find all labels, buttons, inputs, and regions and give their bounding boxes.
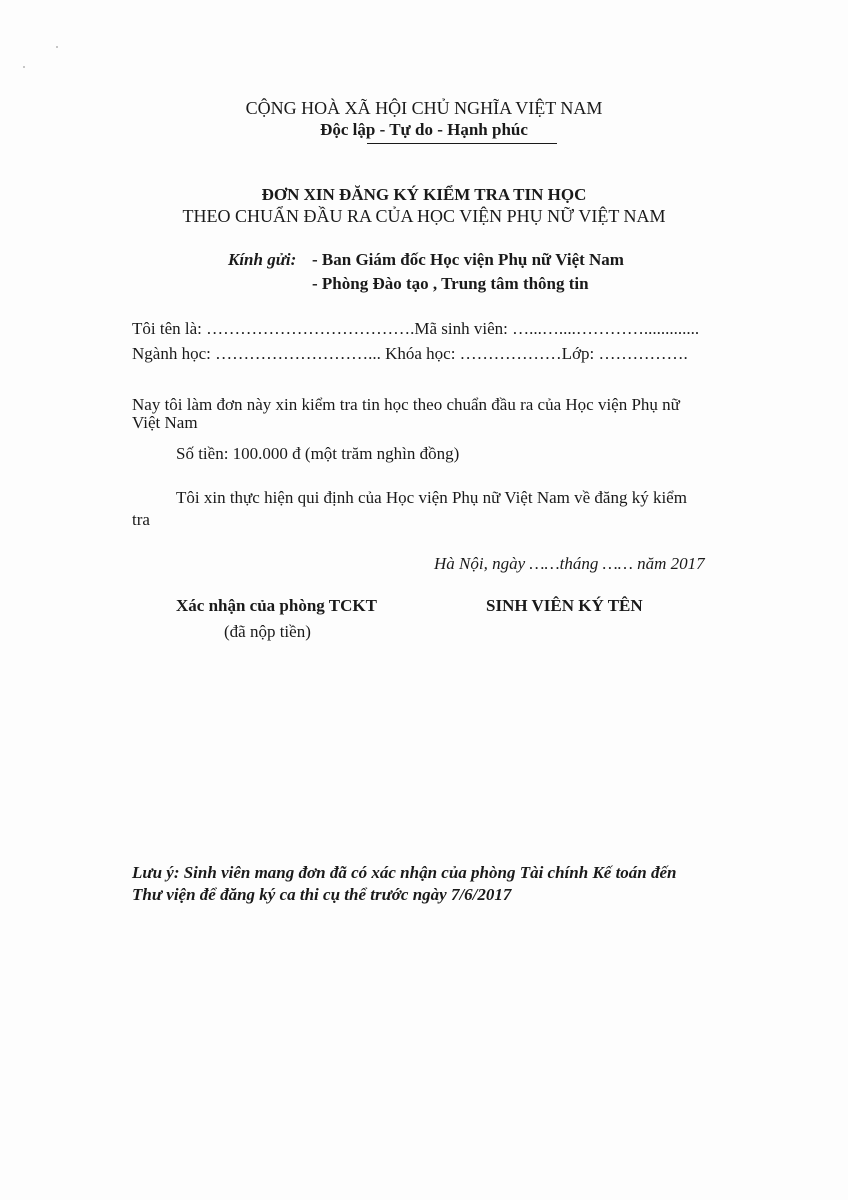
form-subtitle: THEO CHUẨN ĐẦU RA CỦA HỌC VIỆN PHỤ NỮ VIỆT NAM <box>182 206 666 226</box>
form-title: ĐƠN XIN ĐĂNG KÝ KIỂM TRA TIN HỌC <box>261 185 587 204</box>
scan-speck <box>56 46 58 48</box>
commit-line-2: tra <box>132 510 150 529</box>
finance-confirmation-note: (đã nộp tiền) <box>224 622 311 641</box>
note-line-1: Lưu ý: Sinh viên mang đơn đã có xác nhận của phòng Tài chính Kế toán đến <box>132 863 677 882</box>
national-title: CỘNG HOÀ XÃ HỘI CHỦ NGHĨA VIỆT NAM <box>245 98 603 118</box>
fee-line: Số tiền: 100.000 đ (một trăm nghìn đồng) <box>176 444 460 463</box>
request-line-1: Nay tôi làm đơn này xin kiểm tra tin học theo chuẩn đầu ra của Học viện Phụ nữ <box>132 395 680 414</box>
motto: Độc lập - Tự do - Hạnh phúc <box>320 120 528 139</box>
student-signature-title: SINH VIÊN KÝ TÊN <box>486 596 643 615</box>
note-line-2: Thư viện để đăng ký ca thi cụ thể trước ngày 7/6/2017 <box>132 885 512 904</box>
name-student-id-line: Tôi tên là: ……………………………….Mã sinh viên: …...…....…………............. <box>132 319 700 338</box>
scan-speck <box>23 66 25 68</box>
motto-underline <box>367 143 557 144</box>
request-line-2: Việt Nam <box>132 413 198 432</box>
commit-line-1: Tôi xin thực hiện qui định của Học viện Phụ nữ Việt Nam về đăng ký kiểm <box>176 488 687 507</box>
recipient-label: Kính gửi: <box>228 250 297 269</box>
date-line: Hà Nội, ngày ……tháng …… năm 2017 <box>434 554 705 573</box>
finance-confirmation-title: Xác nhận của phòng TCKT <box>176 596 377 615</box>
recipient-line-2: - Phòng Đào tạo , Trung tâm thông tin <box>312 274 589 293</box>
recipient-line-1: - Ban Giám đốc Học viện Phụ nữ Việt Nam <box>312 250 624 269</box>
major-course-class-line: Ngành học: ………………………... Khóa học: ………………Lớp: ……………. <box>132 344 688 363</box>
